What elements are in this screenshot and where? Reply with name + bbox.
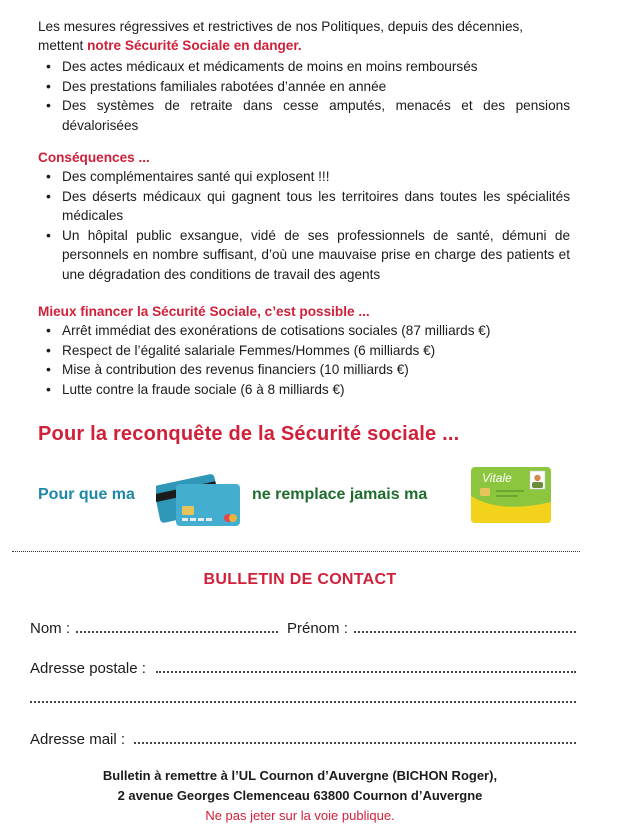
footer: [0, 766, 600, 826]
adresse-postale-field-line2[interactable]: [30, 701, 576, 703]
financing-item: • Lutte contre la fraude sociale (6 à 8 milliards €): [38, 380, 570, 400]
prenom-field[interactable]: [354, 631, 576, 633]
threats-list: [38, 57, 570, 135]
footer-address-line1: Bulletin à remettre à l’UL Cournon d’Auvergne (BICHON Roger),: [102, 768, 498, 783]
adresse-mail-label: Adresse mail :: [30, 731, 126, 748]
financing-section: [38, 302, 570, 399]
headline: Pour la reconquête de la Sécurité sociale ...: [38, 423, 460, 445]
footer-note: Ne pas jeter sur la voie publique.: [205, 808, 395, 823]
footer-address-line2: 2 avenue Georges Clemenceau 63800 Cournon d’Auvergne: [117, 788, 483, 803]
nom-field[interactable]: [76, 631, 278, 633]
consequences-title: Conséquences ...: [38, 150, 150, 165]
intro-text: Les mesures régressives et restrictives de nos Politiques, depuis des décennies, mettent: [38, 19, 524, 53]
threat-item: • Des systèmes de retraite dans cesse amputés, menacés et des pensions dévalorisées: [38, 96, 570, 135]
financing-list: [38, 321, 570, 399]
financing-item: • Arrêt immédiat des exonérations de cotisations sociales (87 milliards €): [38, 321, 570, 341]
consequence-item: • Un hôpital public exsangue, vidé de ses professionnels de santé, démuni de personnels en nombre suffisant, d’où une mauvaise prise en charge des patients et une dégradation des conditions de travail des agents: [38, 226, 570, 285]
adresse-postale-label: Adresse postale :: [30, 660, 146, 677]
vitale-card-icon: [470, 466, 552, 529]
consequence-item: • Des complémentaires santé qui explosent !!!: [38, 167, 570, 187]
intro-highlight: notre Sécurité Sociale en danger.: [87, 38, 302, 53]
section-divider: [12, 551, 580, 552]
financing-item: • Respect de l’égalité salariale Femmes/Hommes (6 milliards €): [38, 341, 570, 361]
prenom-label: Prénom :: [287, 620, 348, 637]
nom-label: Nom :: [30, 620, 71, 637]
threat-item: • Des prestations familiales rabotées d’année en année: [38, 77, 570, 97]
financing-title: Mieux financer la Sécurité Sociale, c’est possible ...: [38, 304, 370, 319]
intro-paragraph: [38, 17, 570, 55]
adresse-mail-field[interactable]: [134, 742, 576, 744]
adresse-postale-field[interactable]: [156, 671, 576, 673]
bank-card-icon: [156, 468, 244, 535]
consequences-list: [38, 167, 570, 285]
threat-item: • Des actes médicaux et médicaments de moins en moins remboursés: [38, 57, 570, 77]
contact-form-title: BULLETIN DE CONTACT: [203, 571, 397, 588]
financing-item: • Mise à contribution des revenus financiers (10 milliards €): [38, 360, 570, 380]
consequence-item: • Des déserts médicaux qui gagnent tous les territoires dans toutes les spécialités médicales: [38, 187, 570, 226]
slogan-part1: Pour que ma: [38, 486, 135, 503]
slogan-part2: ne remplace jamais ma: [252, 486, 428, 503]
vitale-card-label: Vitale: [482, 471, 512, 485]
consequences-section: [38, 148, 570, 285]
